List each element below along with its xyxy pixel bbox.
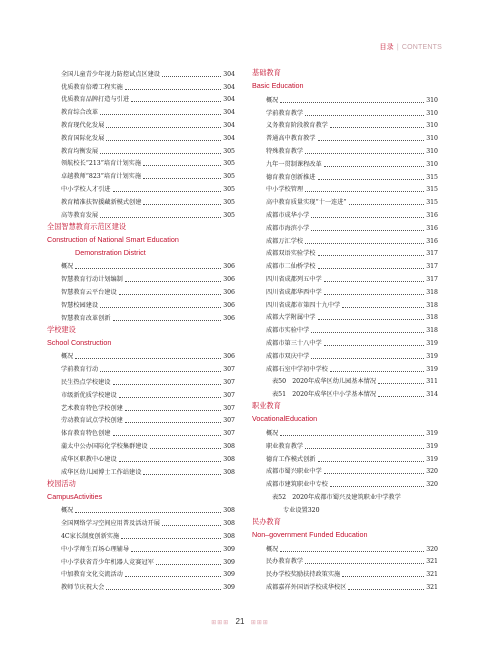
toc-page-number: 318 <box>426 288 438 296</box>
dot-leader <box>318 319 425 320</box>
toc-entry <box>47 374 235 387</box>
toc-entry-title: 高中教育质量实现“十一连进” <box>266 199 347 207</box>
toc-entry-title: 德育工作模式创新 <box>266 455 316 463</box>
toc-entry-title: 概况 <box>61 507 74 515</box>
dot-leader <box>324 294 425 295</box>
toc-entry <box>252 182 438 195</box>
toc-entry <box>47 194 235 207</box>
toc-entry-title: 中小学师生百场心理辅导 <box>61 545 130 553</box>
section-heading-cn: 学校建设 <box>47 324 76 334</box>
dot-leader <box>280 551 424 552</box>
dot-leader <box>311 332 424 333</box>
contents-header <box>379 42 442 52</box>
dot-leader <box>305 191 424 192</box>
toc-page-number: 308 <box>223 455 235 463</box>
dot-leader <box>349 204 425 205</box>
toc-page-number: 304 <box>223 121 235 129</box>
toc-entry-title: 民办学校奖励扶持政策实施 <box>266 571 341 579</box>
toc-page-number: 310 <box>426 122 438 130</box>
toc-entry-title: 成都市第三十八中学 <box>266 339 322 347</box>
dot-leader <box>125 410 221 411</box>
dot-leader <box>324 166 425 167</box>
dot-leader <box>113 191 222 192</box>
toc-page-number: 307 <box>223 366 235 374</box>
header-title-en: CONTENTS <box>401 44 442 51</box>
dot-leader <box>318 268 425 269</box>
toc-entry-title: 中小学获省青少年机器人竞赛冠军 <box>61 558 154 566</box>
section-heading-cn: 基础教育 <box>252 68 281 77</box>
toc-entry-title: 4C家长制度创新实施 <box>61 532 120 540</box>
toc-entry-title: 概况 <box>266 429 279 437</box>
dot-leader <box>113 435 222 436</box>
header-separator: | <box>396 44 399 51</box>
dot-leader <box>330 127 424 128</box>
toc-entry-title: 成都石室中学初中学校 <box>266 365 328 373</box>
toc-page-number: 309 <box>223 545 235 553</box>
toc-entry-title: 教师节庆祝大会 <box>61 584 105 592</box>
toc-page-number: 319 <box>426 442 438 450</box>
toc-page-number: 316 <box>426 224 438 232</box>
dot-leader <box>311 217 424 218</box>
dot-leader <box>143 474 221 475</box>
toc-entry-title: 全国儿童青少年视力防控试点区建设 <box>61 70 160 78</box>
dot-leader <box>121 538 221 539</box>
header-title-cn: 目录 <box>379 44 394 51</box>
dot-leader <box>162 76 221 77</box>
toc-entry <box>47 259 235 272</box>
toc-entry <box>252 258 438 271</box>
toc-entry-title: 表50 2020年成华区幼儿园基本情况 <box>272 378 377 386</box>
page-number: 21 <box>235 617 245 626</box>
toc-entry <box>252 105 438 118</box>
toc-page-number: 308 <box>223 468 235 476</box>
toc-entry-title: 优质教育倍增工程实施 <box>61 83 123 91</box>
toc-entry-title: 中小学校人才引进 <box>61 185 111 193</box>
toc-entry-title: 优质教育品牌打造与引进 <box>61 96 130 104</box>
toc-entry <box>252 361 438 374</box>
dot-leader <box>318 461 425 462</box>
toc-page-number: 318 <box>426 301 438 309</box>
toc-entry-title: 成都市双庆中学 <box>266 352 310 360</box>
toc-page-number: 306 <box>223 353 235 361</box>
toc-page-number: 320 <box>426 468 438 476</box>
toc-entry <box>47 92 235 105</box>
toc-entry-title: 智慧教育行动计划编制 <box>61 276 123 284</box>
toc-entry <box>252 194 438 207</box>
toc-entry-title: 民办教育教学 <box>266 558 304 566</box>
toc-entry <box>252 143 438 156</box>
dot-leader <box>119 461 222 462</box>
toc-entry-title: 领航校长“213”培育计划实施 <box>61 160 142 168</box>
toc-entry <box>47 579 235 592</box>
dot-leader <box>348 589 424 590</box>
toc-entry-title: 四川省成都市第四十九中学 <box>266 301 341 309</box>
toc-page-number: 308 <box>223 532 235 540</box>
toc-page-number: 305 <box>223 160 235 168</box>
dot-leader <box>280 435 424 436</box>
toc-page-number: 307 <box>223 391 235 399</box>
dot-leader <box>318 179 425 180</box>
toc-page-number: 317 <box>426 263 438 271</box>
toc-entry-title: 表51 2020年成华区中小学基本情况 <box>272 391 377 399</box>
toc-page-number: 319 <box>426 339 438 347</box>
toc-page-number: 304 <box>223 70 235 78</box>
section-heading-en: Demonstration District <box>75 247 146 257</box>
dot-leader <box>330 486 424 487</box>
toc-entry <box>47 528 235 541</box>
toc-page-number: 308 <box>223 520 235 528</box>
dot-leader <box>113 320 222 321</box>
toc-entry-title: 九年一贯制课程改革 <box>266 160 322 168</box>
toc-page-number: 315 <box>426 199 438 207</box>
toc-entry <box>252 438 438 451</box>
dot-leader <box>75 268 221 269</box>
toc-entry-title: 成都万汇学校 <box>266 237 304 245</box>
dot-leader <box>100 371 221 372</box>
toc-entry <box>47 79 235 92</box>
toc-page-number: 317 <box>426 250 438 258</box>
dot-leader <box>106 127 221 128</box>
toc-page-number: 309 <box>223 571 235 579</box>
toc-entry-title: 成都嘉祥外国语学校成华校区 <box>266 583 347 591</box>
toc-entry <box>47 104 235 117</box>
toc-page-number: 318 <box>426 327 438 335</box>
toc-entry <box>252 118 438 131</box>
dot-leader <box>125 89 221 90</box>
dot-leader <box>378 383 424 384</box>
toc-entry <box>47 503 235 516</box>
dot-leader <box>106 589 221 590</box>
dot-leader <box>162 525 221 526</box>
dot-leader <box>378 396 424 397</box>
toc-entry-title: 成都市二仙桥学校 <box>266 263 316 271</box>
toc-entry-title: 德育教育创新推进 <box>266 173 316 181</box>
toc-entry-title: 学前教育行动 <box>61 366 99 374</box>
section-heading-en: Construction of National Smart Education <box>47 234 179 244</box>
toc-entry-title: 民生热点学校建设 <box>61 378 111 386</box>
toc-entry-title: 智慧教育改革创新 <box>61 314 111 322</box>
toc-entry <box>252 579 438 592</box>
toc-entry <box>252 156 438 169</box>
toc-page-number: 307 <box>223 378 235 386</box>
toc-page-number: 306 <box>223 263 235 271</box>
toc-entry-title: 劳动教育试点学校创建 <box>61 417 123 425</box>
dot-leader <box>131 101 221 102</box>
toc-page-number: 319 <box>426 365 438 373</box>
toc-entry-title: 成都市建筑职业中专校 <box>266 481 328 489</box>
toc-entry <box>47 451 235 464</box>
toc-entry-title: 教育国际化发展 <box>61 134 105 142</box>
toc-entry <box>47 464 235 477</box>
dot-leader <box>305 448 424 449</box>
toc-entry <box>47 207 235 220</box>
toc-entry-title: 成华区职教中心建设 <box>61 455 117 463</box>
toc-entry-title: 成都市成华小学 <box>266 211 310 219</box>
toc-entry <box>47 425 235 438</box>
footer-ornament-left: ⊞⊞⊞ <box>211 620 230 626</box>
dot-leader <box>305 243 424 244</box>
toc-page-number: 307 <box>223 417 235 425</box>
toc-entry <box>47 554 235 567</box>
dot-leader <box>125 576 221 577</box>
toc-page-number: 318 <box>426 314 438 322</box>
section-heading-cn: 校园活动 <box>47 478 76 488</box>
toc-page-number: 306 <box>223 314 235 322</box>
toc-entry-title: 成都市实验中学 <box>266 327 310 335</box>
toc-entry-title: 学前教育教学 <box>266 109 304 117</box>
dot-leader <box>311 358 424 359</box>
toc-entry <box>252 284 438 297</box>
dot-leader <box>75 512 221 513</box>
toc-entry <box>252 476 438 489</box>
toc-entry <box>47 181 235 194</box>
toc-page-number: 316 <box>426 237 438 245</box>
toc-entry-title: 教育精准扶智援藏新模式创建 <box>61 198 142 206</box>
toc-page-number: 304 <box>223 96 235 104</box>
section-heading-en: VocationalEducation <box>252 414 318 424</box>
dot-leader <box>125 422 221 423</box>
dot-leader <box>330 371 424 372</box>
toc-entry-continuation <box>252 502 438 515</box>
toc-entry <box>252 322 438 335</box>
dot-leader <box>75 358 221 359</box>
dot-leader <box>100 217 221 218</box>
toc-table-entry <box>252 489 438 502</box>
toc-table-entry <box>252 386 438 399</box>
toc-entry-title: 市级新优质学校建设 <box>61 391 117 399</box>
dot-leader <box>156 564 221 565</box>
toc-page-number: 320 <box>307 506 320 514</box>
dot-leader <box>113 384 222 385</box>
toc-page-number: 315 <box>426 173 438 181</box>
toc-right-column <box>252 66 438 592</box>
toc-entry-title: 卓越教师“823”培育计划实施 <box>61 173 142 181</box>
toc-page-number: 314 <box>426 391 438 399</box>
toc-entry-title: 教育现代化发展 <box>61 121 105 129</box>
toc-entry <box>47 156 235 169</box>
dot-leader <box>324 473 425 474</box>
toc-entry <box>47 438 235 451</box>
section-heading-cn: 民办教育 <box>252 516 281 526</box>
dot-leader <box>311 230 424 231</box>
toc-page-number: 304 <box>223 83 235 91</box>
toc-entry-title: 教育均衡发展 <box>61 147 99 155</box>
toc-page-number: 319 <box>426 352 438 360</box>
dot-leader <box>100 153 221 154</box>
toc-entry-title: 成都市蜀兴职业中学 <box>266 468 322 476</box>
dot-leader <box>318 255 425 256</box>
toc-page-number: 309 <box>223 584 235 592</box>
section-heading-en: CampusActivities <box>47 491 103 501</box>
toc-page-number: 317 <box>426 275 438 283</box>
toc-entry <box>47 271 235 284</box>
toc-page-number: 304 <box>223 109 235 117</box>
toc-entry <box>252 297 438 310</box>
toc-page-number: 305 <box>223 173 235 181</box>
toc-entry-title: 智慧校园建设 <box>61 301 99 309</box>
toc-page-number: 304 <box>223 134 235 142</box>
toc-page-number: 307 <box>223 404 235 412</box>
toc-entry <box>47 413 235 426</box>
toc-entry <box>252 310 438 323</box>
dot-leader <box>106 140 221 141</box>
toc-entry <box>252 566 438 579</box>
toc-entry <box>47 349 235 362</box>
dot-leader <box>131 551 221 552</box>
toc-entry-title: 蒲太中公办国际化学校集群建设 <box>61 442 148 450</box>
toc-entry-title: 全国网络学习空间应用普及活动开展 <box>61 520 160 528</box>
toc-entry <box>252 92 438 105</box>
section-heading-cn: 全国智慧教育示范区建设 <box>47 221 127 231</box>
section-heading-en: Non–government Funded Education <box>252 529 368 539</box>
dot-leader <box>305 563 424 564</box>
toc-entry-title: 四川省成都华西中学 <box>266 288 322 296</box>
toc-page-number: 310 <box>426 160 438 168</box>
toc-entry <box>47 117 235 130</box>
dot-leader <box>324 345 425 346</box>
section-heading-cn: 职业教育 <box>252 401 281 411</box>
toc-entry-title: 四川省成都列五中学 <box>266 275 322 283</box>
toc-entry-title: 概况 <box>61 353 74 361</box>
toc-entry-title: 中加教育文化交流活动 <box>61 571 123 579</box>
section-heading-en: Basic Education <box>252 81 304 90</box>
toc-entry <box>252 220 438 233</box>
toc-entry-title: 概况 <box>61 263 74 271</box>
toc-entry <box>47 567 235 580</box>
dot-leader <box>143 165 221 166</box>
toc-page-number: 310 <box>426 135 438 143</box>
dot-leader <box>305 115 424 116</box>
toc-page-number: 321 <box>426 583 438 591</box>
toc-entry <box>47 130 235 143</box>
toc-page-number: 310 <box>426 109 438 117</box>
toc-entry <box>252 425 438 438</box>
toc-entry <box>47 400 235 413</box>
toc-page-number: 320 <box>426 545 438 553</box>
toc-entry <box>47 168 235 181</box>
toc-entry <box>47 284 235 297</box>
toc-page-number: 306 <box>223 301 235 309</box>
toc-entry <box>252 335 438 348</box>
toc-entry <box>252 169 438 182</box>
toc-entry <box>252 554 438 567</box>
toc-page-number: 309 <box>223 558 235 566</box>
section-heading-en: School Construction <box>47 337 112 347</box>
toc-entry <box>252 207 438 220</box>
footer-ornament-right: ⊞⊞⊞ <box>250 620 269 626</box>
dot-leader <box>119 294 222 295</box>
toc-entry-title: 概况 <box>266 545 279 553</box>
toc-page-number: 307 <box>223 430 235 438</box>
dot-leader <box>342 307 424 308</box>
toc-entry-title: 特殊教育教学 <box>266 147 304 155</box>
toc-entry <box>47 515 235 528</box>
toc-page-number: 305 <box>223 147 235 155</box>
toc-page-number: 308 <box>223 442 235 450</box>
toc-page-number: 315 <box>426 186 438 194</box>
toc-entry-title: 中小学校管理 <box>266 186 304 194</box>
toc-entry <box>47 297 235 310</box>
dot-leader <box>305 153 424 154</box>
dot-leader <box>100 114 221 115</box>
toc-entry-title: 智慧教育云平台建设 <box>61 288 117 296</box>
toc-entry-title: 表52 2020年成都市蜀兴及建筑职业中学教学 <box>272 493 401 501</box>
dot-leader <box>324 281 425 282</box>
toc-entry <box>47 361 235 374</box>
toc-page-number: 319 <box>426 429 438 437</box>
toc-page-number: 320 <box>426 481 438 489</box>
toc-entry <box>47 310 235 323</box>
toc-entry-title: 成都大学附属中学 <box>266 314 316 322</box>
dot-leader <box>150 448 222 449</box>
toc-left-column <box>47 66 235 592</box>
dot-leader <box>125 281 221 282</box>
toc-page-number: 306 <box>223 288 235 296</box>
toc-entry-title: 教育综合改革 <box>61 109 99 117</box>
toc-page-number: 316 <box>426 211 438 219</box>
dot-leader <box>342 576 424 577</box>
toc-entry-title: 专业设置 <box>283 506 308 514</box>
toc-entry-title: 职业教育教学 <box>266 442 304 450</box>
toc-page-number: 305 <box>223 211 235 219</box>
dot-leader <box>143 204 221 205</box>
toc-entry <box>252 451 438 464</box>
toc-entry <box>47 143 235 156</box>
toc-entry <box>252 541 438 554</box>
dot-leader <box>119 397 222 398</box>
toc-entry <box>252 348 438 361</box>
toc-entry <box>47 387 235 400</box>
toc-entry <box>47 541 235 554</box>
toc-page-number: 308 <box>223 507 235 515</box>
toc-page-number: 306 <box>223 276 235 284</box>
toc-entry <box>47 66 235 79</box>
page-footer <box>0 617 480 626</box>
toc-entry-title: 普通高中教育教学 <box>266 135 316 143</box>
toc-page-number: 321 <box>426 558 438 566</box>
toc-page-number: 305 <box>223 185 235 193</box>
toc-entry-title: 高等教育发展 <box>61 211 99 219</box>
toc-entry-title: 成华区幼儿园博士工作站建设 <box>61 468 142 476</box>
toc-page-number: 305 <box>223 198 235 206</box>
toc-table-entry <box>252 374 438 387</box>
toc-page-number: 319 <box>426 455 438 463</box>
dot-leader <box>143 178 221 179</box>
toc-page-number: 310 <box>426 96 438 104</box>
dot-leader <box>280 102 424 103</box>
toc-entry-title: 体育教育特色创建 <box>61 430 111 438</box>
toc-entry-title: 义务教育阶段教育教学 <box>266 122 328 130</box>
toc-entry <box>252 130 438 143</box>
toc-entry <box>252 233 438 246</box>
toc-page-number: 310 <box>426 147 438 155</box>
toc-page-number: 311 <box>426 378 438 386</box>
toc-page-number: 321 <box>426 571 438 579</box>
dot-leader <box>318 140 425 141</box>
dot-leader <box>100 307 221 308</box>
toc-entry <box>252 464 438 477</box>
toc-entry-title: 艺术教育特色学校创建 <box>61 404 123 412</box>
toc-entry-title: 成都市海滨小学 <box>266 224 310 232</box>
toc-entry-title: 成都双语实验学校 <box>266 250 316 258</box>
toc-entry <box>252 271 438 284</box>
toc-entry-title: 概况 <box>266 96 279 104</box>
toc-entry <box>252 246 438 259</box>
